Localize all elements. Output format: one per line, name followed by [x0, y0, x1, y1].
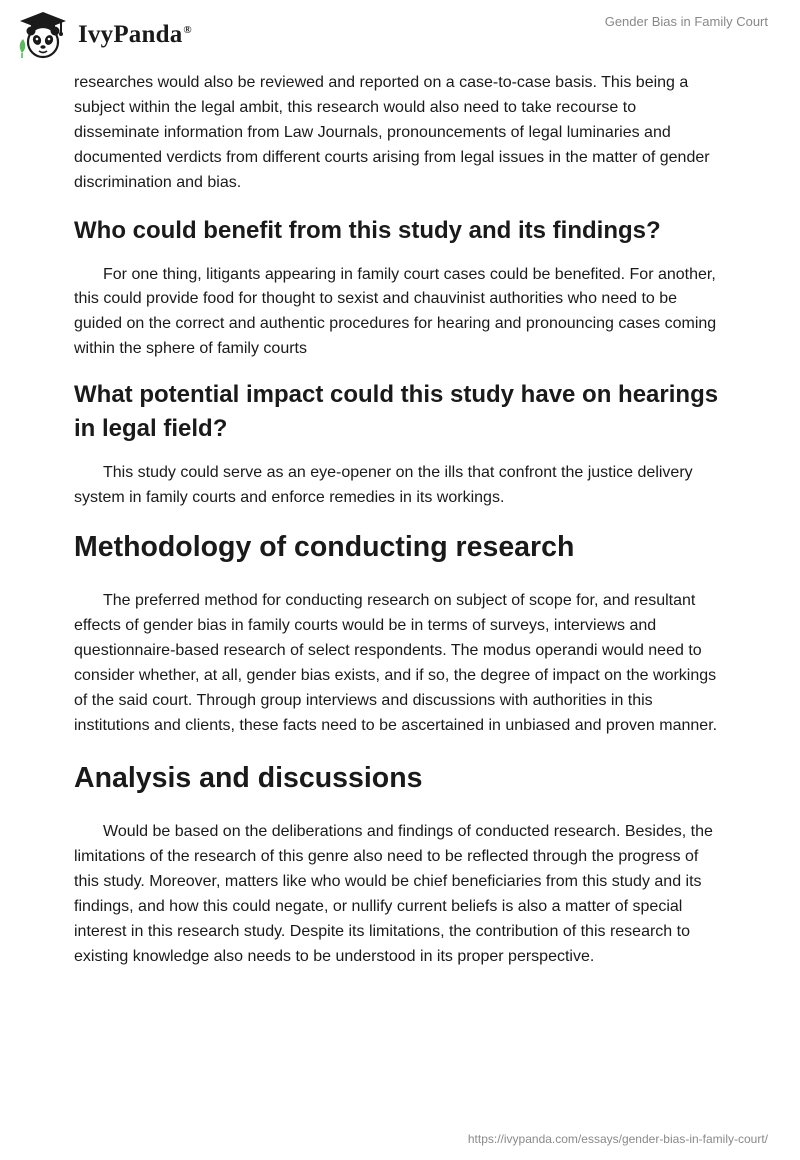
source-url[interactable]: https://ivypanda.com/essays/gender-bias-in-family-court/ — [467, 1132, 768, 1146]
registered-mark: ® — [183, 23, 192, 36]
heading-potential-impact: What potential impact could this study have on hearings in legal field? — [74, 381, 719, 443]
panda-graduation-cap-icon — [14, 9, 72, 61]
paragraph-who-could-benefit: For one thing, litigants appearing in family court cases could be benefited. For another, this could provide food for thought to sexist and chauvinist authorities who need to be guided on the correct and authentic procedures for hearing and pronouncing cases coming within the sphere of family courts — [74, 265, 717, 358]
intro-paragraph: researches would also be reviewed and reported on a case-to-case basis. This being a subject within the legal ambit, this research would also need to take recourse to disseminate information from Law Journals, pronouncements of legal luminaries and documented verdicts from different courts arising from legal issues in the matter of gender discrimination and bias. — [74, 74, 710, 191]
ivypanda-logo[interactable] — [14, 9, 264, 61]
heading-who-could-benefit: Who could benefit from this study and its findings? — [74, 216, 661, 244]
paragraph-methodology: The preferred method for conducting research on subject of scope for, and resultant effects of gender bias in family courts would be in terms of surveys, interviews and questionnaire-based research of select respondents. The modus operandi would need to consider whether, at all, gender bias exists, and if so, the degree of impact on the workings of the said court. Through group interviews and discussions with authorities in this institutions and clients, these facts need to be ascertained in unbiased and proven manner. — [74, 591, 718, 734]
brand-name: IvyPanda® — [78, 21, 192, 48]
heading-analysis: Analysis and discussions — [74, 762, 423, 795]
paragraph-potential-impact: This study could serve as an eye-opener on the ills that confront the justice delivery system in family courts and enforce remedies in its workings. — [74, 464, 693, 507]
document-title: Gender Bias in Family Court — [604, 14, 768, 29]
paragraph-analysis: Would be based on the deliberations and findings of conducted research. Besides, the limitations of the research of this genre also need to be reflected through the progress of this study. Moreover, matters like who would be chief beneficiaries from this study and its findings, and how this could negate, or nullify current beliefs is also a matter of special interest in this research study. Despite its limitations, the contribution of this research to existing knowledge also needs to be understood in its proper perspective. — [74, 823, 713, 965]
page-header — [0, 0, 800, 70]
essay-content — [74, 71, 724, 970]
heading-methodology: Methodology of conducting research — [74, 530, 575, 563]
